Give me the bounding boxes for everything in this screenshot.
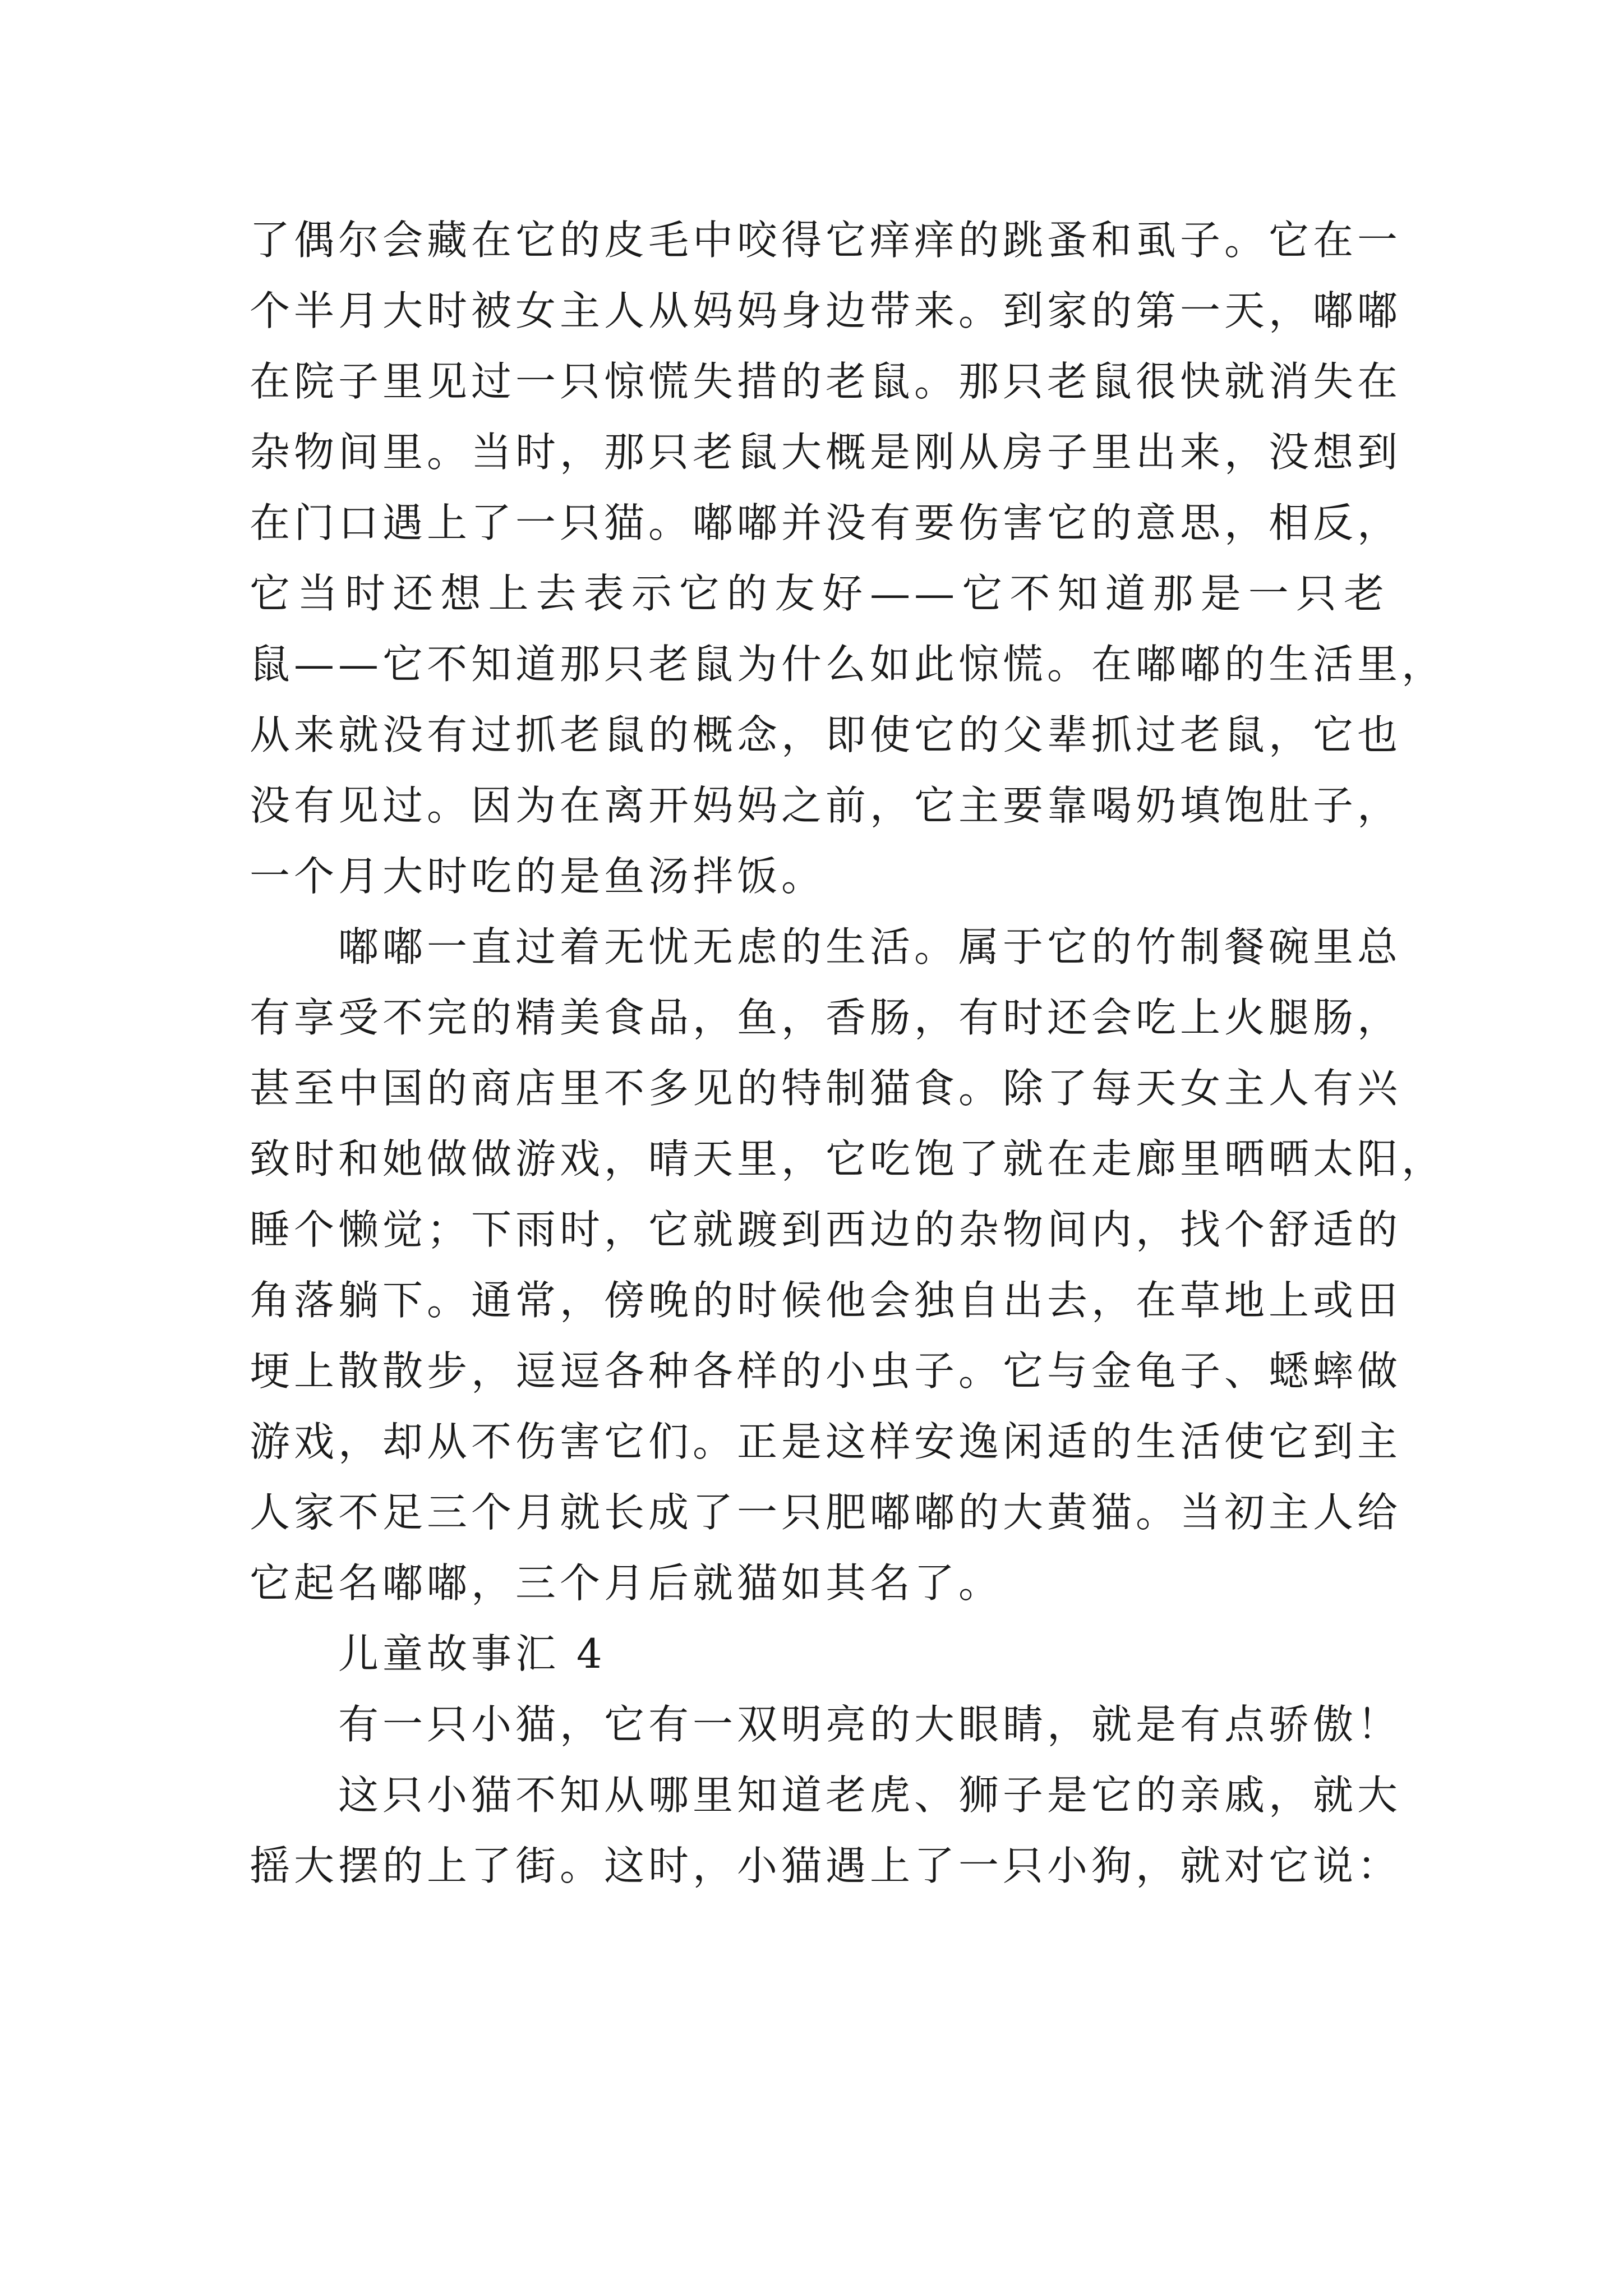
text-line: 了偶尔会藏在它的皮毛中咬得它痒痒的跳蚤和虱子。它在一 xyxy=(250,217,1402,264)
text-line: 甚至中国的商店里不多见的特制猫食。除了每天女主人有兴 xyxy=(250,1065,1402,1112)
text-line: 角落躺下。通常，傍晚的时候他会独自出去，在草地上或田 xyxy=(250,1277,1402,1324)
text-line: 嘟嘟一直过着无忧无虑的生活。属于它的竹制餐碗里总 xyxy=(338,923,1402,970)
text-line: 有一只小猫，它有一双明亮的大眼睛，就是有点骄傲！ xyxy=(338,1701,1402,1748)
text-line: 在门口遇上了一只猫。嘟嘟并没有要伤害它的意思，相反， xyxy=(250,499,1402,546)
paragraph-dudu-life xyxy=(250,912,1446,1618)
text-line: 它当时还想上去表示它的友好——它不知道那是一只老 xyxy=(250,570,1388,617)
text-line: 睡个懒觉；下雨时，它就踱到西边的杂物间内，找个舒适的 xyxy=(250,1206,1402,1253)
text-line: 有享受不完的精美食品，鱼，香肠，有时还会吃上火腿肠， xyxy=(250,994,1402,1041)
text-line: 致时和她做做游戏，晴天里，它吃饱了就在走廊里晒晒太阳， xyxy=(250,1135,1446,1182)
text-line: 游戏，却从不伤害它们。正是这样安逸闲适的生活使它到主 xyxy=(250,1418,1402,1465)
paragraph-kitten-street xyxy=(250,1760,1402,1901)
paragraph-kitten-intro xyxy=(250,1689,1402,1760)
text-line: 埂上散散步，逗逗各种各样的小虫子。它与金龟子、蟋蟀做 xyxy=(250,1347,1402,1395)
document-body xyxy=(250,205,1446,1901)
text-line: 一个月大时吃的是鱼汤拌饭。 xyxy=(250,853,826,900)
text-line: 个半月大时被女主人从妈妈身边带来。到家的第一天，嘟嘟 xyxy=(250,287,1402,334)
paragraph-continuation xyxy=(250,205,1446,912)
text-line: 鼠——它不知道那只老鼠为什么如此惊慌。在嘟嘟的生活里， xyxy=(250,641,1446,688)
text-line: 在院子里见过一只惊慌失措的老鼠。那只老鼠很快就消失在 xyxy=(250,358,1402,405)
section-heading: 儿童故事汇 4 xyxy=(338,1630,606,1677)
text-line: 杂物间里。当时，那只老鼠大概是刚从房子里出来，没想到 xyxy=(250,429,1402,476)
text-line: 从来就没有过抓老鼠的概念，即使它的父辈抓过老鼠，它也 xyxy=(250,711,1402,758)
text-line: 没有见过。因为在离开妈妈之前，它主要靠喝奶填饱肚子， xyxy=(250,782,1402,829)
text-line: 它起名嘟嘟，三个月后就猫如其名了。 xyxy=(250,1559,1003,1607)
text-line: 摇大摆的上了街。这时，小猫遇上了一只小狗，就对它说： xyxy=(250,1842,1402,1889)
text-line: 人家不足三个月就长成了一只肥嘟嘟的大黄猫。当初主人给 xyxy=(250,1489,1402,1536)
text-line: 这只小猫不知从哪里知道老虎、狮子是它的亲戚，就大 xyxy=(338,1772,1402,1819)
